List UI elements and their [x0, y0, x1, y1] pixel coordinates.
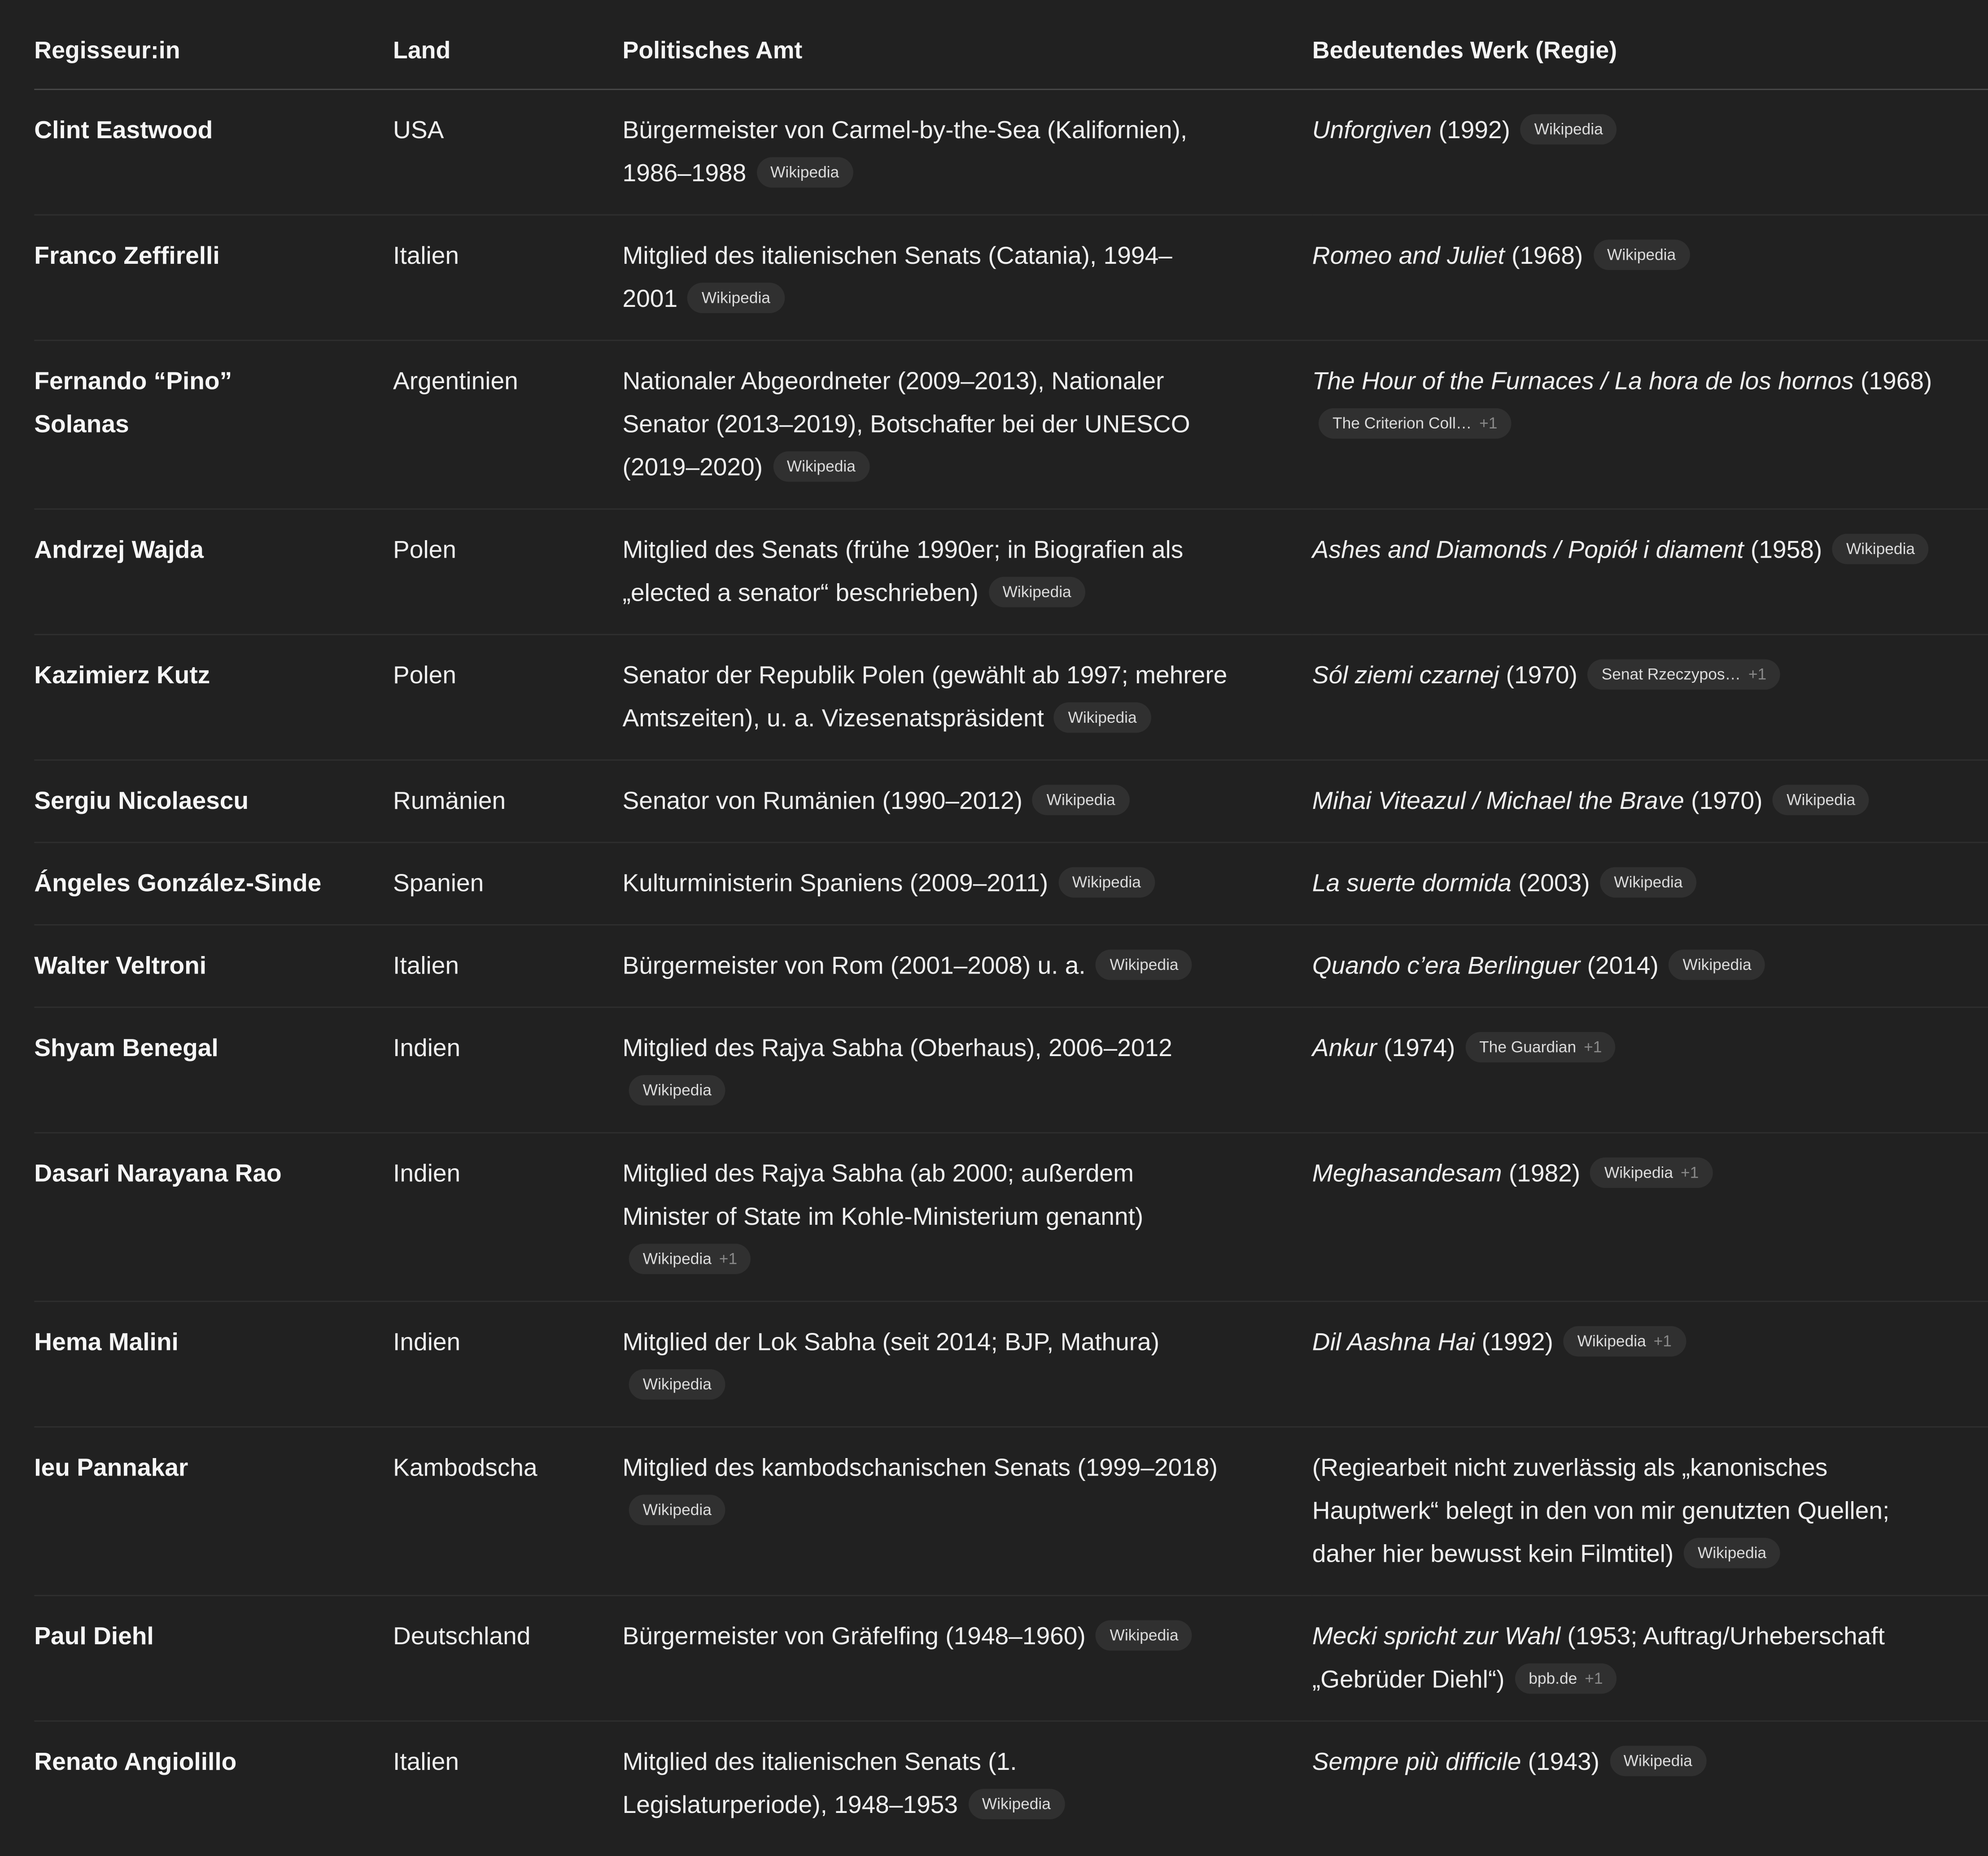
notable-work-cell: [1312, 89, 1988, 215]
political-office-text: Mitglied des Senats (frühe 1990er; in Biografien als: [622, 536, 1184, 564]
political-office-cell: [623, 1301, 1312, 1427]
notable-work-line: [1312, 944, 1988, 987]
source-badge-label: The Criterion Coll…: [1333, 414, 1472, 432]
source-badge-label: Wikipedia: [701, 288, 770, 307]
notable-work-line: [1312, 1446, 1988, 1489]
political-office-cell: [623, 341, 1312, 509]
film-title: The Hour of the Furnaces / La hora de los hornos: [1312, 367, 1854, 396]
notable-work-cell: [1312, 1133, 1988, 1301]
director-name: Hema Malini: [34, 1328, 179, 1357]
director-name-cell: [34, 215, 393, 341]
source-badge[interactable]: [1058, 867, 1155, 897]
film-title: Sól ziemi czarnej: [1312, 662, 1499, 690]
political-office-text: Amtszeiten), u. a. Vizesenatspräsident: [622, 705, 1044, 733]
film-details: „Gebrüder Diehl“): [1312, 1666, 1505, 1694]
column-header-country: Land: [393, 0, 622, 89]
notable-work-cell: [1312, 760, 1988, 843]
directors-politics-table: [34, 0, 1988, 1846]
badge-line: [623, 1364, 1275, 1407]
political-office-text: Mitglied des kambodschanischen Senats (1999–2018): [622, 1454, 1218, 1482]
political-office-cell: [623, 760, 1312, 843]
director-name-cell: [34, 760, 393, 843]
source-badge-label: Wikipedia: [1623, 1751, 1692, 1770]
source-badge-label: Wikipedia: [642, 1501, 712, 1519]
film-details: (1992): [1432, 116, 1510, 145]
political-office-cell: [623, 509, 1312, 635]
film-details: (2014): [1580, 952, 1659, 980]
table-row: [34, 760, 1988, 843]
political-office-cell: [623, 1595, 1312, 1721]
source-badge[interactable]: [968, 1789, 1065, 1819]
badge-line: [623, 1070, 1275, 1113]
director-name-cell: [34, 509, 393, 635]
notable-work-cell: [1312, 925, 1988, 1007]
source-badge-more-count: +1: [1584, 1038, 1602, 1056]
film-details: (1968): [1504, 242, 1583, 270]
political-office-cell: [623, 89, 1312, 215]
director-name: Shyam Benegal: [34, 1034, 218, 1063]
source-badge[interactable]: [1773, 785, 1869, 815]
political-office-cell: [623, 843, 1312, 925]
film-title: Quando c’era Berlinguer: [1312, 952, 1581, 980]
film-details: (1943): [1521, 1748, 1599, 1777]
source-badge-label: Wikipedia: [642, 1249, 712, 1268]
political-office-line: [623, 278, 1275, 321]
table-row: [34, 215, 1988, 341]
source-badge[interactable]: [1515, 1663, 1617, 1694]
film-details: (1958): [1743, 536, 1822, 564]
country-cell: [393, 1595, 622, 1721]
source-badge-label: Wikipedia: [1787, 790, 1856, 809]
film-details: (1970): [1684, 787, 1763, 816]
film-title: Unforgiven: [1312, 116, 1432, 145]
director-name: Paul Diehl: [34, 1623, 154, 1651]
notable-work-line: [1312, 360, 1988, 403]
source-badge[interactable]: [1465, 1032, 1616, 1062]
notable-work-cell: [1312, 1721, 1988, 1846]
source-badge[interactable]: [1832, 533, 1929, 564]
source-badge[interactable]: [629, 1075, 725, 1105]
film-details: daher hier bewusst kein Filmtitel): [1312, 1540, 1674, 1568]
source-badge-label: Wikipedia: [982, 1795, 1051, 1813]
source-badge[interactable]: [1096, 949, 1192, 980]
film-details: (1953; Auftrag/Urheberschaft: [1560, 1623, 1885, 1651]
political-office-text: (2019–2020): [622, 454, 763, 482]
political-office-line: [623, 446, 1275, 489]
film-title: La suerte dormida: [1312, 869, 1512, 898]
director-name-cell: [34, 843, 393, 925]
source-badge[interactable]: [1520, 114, 1617, 144]
political-office-text: Mitglied der Lok Sabha (seit 2014; BJP, Mathura): [622, 1328, 1160, 1357]
notable-work-line: [1312, 1615, 1988, 1658]
table-row: [34, 1301, 1988, 1427]
source-badge-label: Wikipedia: [1604, 1163, 1673, 1182]
political-office-line: [623, 697, 1275, 740]
country-text: Argentinien: [393, 367, 518, 396]
source-badge-label: Wikipedia: [1697, 1544, 1767, 1562]
source-badge-label: Wikipedia: [1046, 790, 1115, 809]
film-details: (1974): [1376, 1034, 1455, 1063]
political-office-line: [623, 152, 1275, 195]
film-title: Meghasandesam: [1312, 1160, 1502, 1188]
political-office-text: Senator der Republik Polen (gewählt ab 1997; mehrere: [622, 662, 1228, 690]
political-office-text: Senator (2013–2019), Botschafter bei der UNESCO: [622, 411, 1190, 439]
table-row: [34, 341, 1988, 509]
country-cell: [393, 1007, 622, 1133]
director-name: Sergiu Nicolaescu: [34, 787, 249, 816]
country-cell: [393, 1427, 622, 1596]
source-badge-label: Wikipedia: [1577, 1332, 1646, 1350]
source-badge[interactable]: [773, 451, 869, 482]
film-title: Mihai Viteazul / Michael the Brave: [1312, 787, 1684, 816]
table-row: [34, 634, 1988, 760]
column-header-political-office: Politisches Amt: [623, 0, 1312, 89]
notable-work-cell: [1312, 634, 1988, 760]
director-name-cell: [34, 1595, 393, 1721]
notable-work-line: [1312, 1489, 1988, 1533]
source-badge[interactable]: [1563, 1326, 1686, 1356]
source-badge-label: bpb.de: [1529, 1669, 1577, 1687]
country-text: Kambodscha: [393, 1454, 537, 1482]
political-office-text: Minister of State im Kohle-Ministerium genannt): [622, 1203, 1144, 1231]
source-badge[interactable]: [1590, 1157, 1713, 1188]
film-details: (Regiearbeit nicht zuverlässig als „kanonisches: [1312, 1454, 1828, 1482]
director-name-cell: [34, 1301, 393, 1427]
table-row: [34, 843, 1988, 925]
table-row: [34, 1133, 1988, 1301]
source-badge-label: Senat Rzeczypos…: [1601, 665, 1741, 683]
notable-work-cell: [1312, 1007, 1988, 1133]
political-office-cell: [623, 1133, 1312, 1301]
table-row: [34, 1595, 1988, 1721]
table-row: [34, 1721, 1988, 1846]
political-office-line: [623, 944, 1275, 987]
notable-work-line: [1312, 654, 1988, 697]
country-text: Italien: [393, 952, 459, 980]
political-office-cell: [623, 634, 1312, 760]
source-badge-label: Wikipedia: [642, 1081, 712, 1099]
source-badge-label: Wikipedia: [1614, 873, 1683, 891]
source-badge-more-count: +1: [1748, 665, 1767, 683]
director-name-cell: [34, 341, 393, 509]
political-office-line: [623, 1615, 1275, 1658]
director-name: Solanas: [34, 411, 129, 439]
political-office-text: Kulturministerin Spaniens (2009–2011): [622, 869, 1049, 898]
country-text: Indien: [393, 1034, 461, 1063]
country-cell: [393, 1133, 622, 1301]
notable-work-cell: [1312, 341, 1988, 509]
source-badge[interactable]: [1319, 408, 1512, 438]
source-badge[interactable]: [629, 1244, 752, 1274]
notable-work-line: [1312, 235, 1988, 278]
notable-work-line: [1312, 862, 1988, 905]
country-text: Indien: [393, 1160, 461, 1188]
source-badge[interactable]: [1096, 1620, 1192, 1651]
political-office-text: Mitglied des Rajya Sabha (Oberhaus), 2006–2012: [622, 1034, 1172, 1063]
table-row: [34, 925, 1988, 1007]
director-name: Andrzej Wajda: [34, 536, 204, 564]
country-cell: [393, 925, 622, 1007]
source-badge-label: Wikipedia: [1534, 120, 1603, 138]
notable-work-line: [1312, 780, 1988, 823]
source-badge-more-count: +1: [1585, 1669, 1603, 1687]
source-badge-label: Wikipedia: [1110, 956, 1179, 974]
political-office-text: Mitglied des italienischen Senats (1.: [622, 1748, 1017, 1777]
notable-work-line: [1312, 1658, 1988, 1701]
director-name: Franco Zeffirelli: [34, 242, 220, 270]
notable-work-cell: [1312, 1595, 1988, 1721]
source-badge-more-count: +1: [719, 1249, 738, 1268]
source-badge[interactable]: [1684, 1537, 1780, 1568]
country-text: Polen: [393, 536, 456, 564]
source-badge[interactable]: [688, 283, 784, 313]
political-office-line: [623, 1784, 1275, 1827]
notable-work-cell: [1312, 843, 1988, 925]
source-badge-more-count: +1: [1680, 1163, 1699, 1182]
political-office-line: [623, 780, 1275, 823]
political-office-line: [623, 572, 1275, 615]
director-name: Fernando “Pino”: [34, 367, 232, 396]
table-row: [34, 1007, 1988, 1133]
source-badge[interactable]: [1610, 1746, 1706, 1776]
political-office-text: Senator von Rumänien (1990–2012): [622, 787, 1022, 816]
source-badge-label: Wikipedia: [1846, 540, 1915, 558]
director-name: Kazimierz Kutz: [34, 662, 210, 690]
film-details: Hauptwerk“ belegt in den von mir genutzten Quellen;: [1312, 1497, 1890, 1525]
political-office-text: 1986–1988: [622, 160, 747, 188]
country-text: Italien: [393, 242, 459, 270]
source-badge-label: Wikipedia: [642, 1375, 712, 1393]
country-cell: [393, 760, 622, 843]
badge-line: [623, 1239, 1275, 1282]
country-cell: [393, 509, 622, 635]
director-name-cell: [34, 89, 393, 215]
film-title: Sempre più difficile: [1312, 1748, 1521, 1777]
notable-work-line: [1312, 1321, 1988, 1364]
country-cell: [393, 843, 622, 925]
country-text: Polen: [393, 662, 456, 690]
notable-work-cell: [1312, 1427, 1988, 1596]
source-badge[interactable]: [1669, 949, 1765, 980]
country-cell: [393, 341, 622, 509]
notable-work-line: [1312, 1153, 1988, 1196]
column-header-notable-work: Bedeutendes Werk (Regie): [1312, 0, 1988, 89]
source-badge[interactable]: [629, 1369, 725, 1400]
director-name: Walter Veltroni: [34, 952, 207, 980]
notable-work-line: [1312, 1533, 1988, 1576]
badge-line: [1312, 403, 1988, 446]
source-badge-label: Wikipedia: [1110, 1626, 1179, 1644]
director-name-cell: [34, 1133, 393, 1301]
political-office-text: Nationaler Abgeordneter (2009–2013), Nationaler: [622, 367, 1164, 396]
source-badge-label: Wikipedia: [1072, 873, 1141, 891]
film-title: Romeo and Juliet: [1312, 242, 1505, 270]
source-badge[interactable]: [1600, 867, 1696, 897]
source-badge[interactable]: [1033, 785, 1129, 815]
political-office-cell: [623, 1007, 1312, 1133]
director-name-cell: [34, 1721, 393, 1846]
notable-work-line: [1312, 528, 1988, 572]
column-header-director: Regisseur:in: [34, 0, 393, 89]
political-office-cell: [623, 925, 1312, 1007]
film-details: (1982): [1502, 1160, 1581, 1188]
source-badge[interactable]: [1588, 659, 1781, 690]
source-badge-label: Wikipedia: [786, 457, 856, 476]
country-cell: [393, 1721, 622, 1846]
notable-work-cell: [1312, 215, 1988, 341]
country-cell: [393, 1301, 622, 1427]
political-office-text: Bürgermeister von Carmel-by-the-Sea (Kalifornien),: [622, 116, 1188, 145]
political-office-text: Legislaturperiode), 1948–1953: [622, 1791, 958, 1820]
country-cell: [393, 215, 622, 341]
table-row: [34, 509, 1988, 635]
country-text: Italien: [393, 1748, 459, 1777]
director-name-cell: [34, 634, 393, 760]
source-badge[interactable]: [988, 576, 1085, 607]
political-office-cell: [623, 1427, 1312, 1596]
badge-line: [623, 1489, 1275, 1533]
film-details: (2003): [1511, 869, 1590, 898]
notable-work-line: [1312, 1027, 1988, 1070]
country-text: Rumänien: [393, 787, 506, 816]
film-title: Ashes and Diamonds / Popiół i diament: [1312, 536, 1744, 564]
political-office-line: [623, 862, 1275, 905]
director-name: Ieu Pannakar: [34, 1454, 188, 1482]
country-text: Spanien: [393, 869, 484, 898]
notable-work-line: [1312, 109, 1988, 152]
country-cell: [393, 89, 622, 215]
notable-work-cell: [1312, 509, 1988, 635]
country-text: Indien: [393, 1328, 461, 1357]
source-badge[interactable]: [756, 157, 853, 188]
director-name-cell: [34, 1427, 393, 1596]
source-badge-label: Wikipedia: [1002, 583, 1071, 601]
political-office-cell: [623, 1721, 1312, 1846]
political-office-text: Mitglied des italienischen Senats (Catania), 1994–: [622, 242, 1172, 270]
director-name: Dasari Narayana Rao: [34, 1160, 282, 1188]
source-badge-label: Wikipedia: [1607, 245, 1676, 264]
film-details: (1970): [1499, 662, 1577, 690]
political-office-text: Mitglied des Rajya Sabha (ab 2000; außerdem: [622, 1160, 1134, 1188]
country-cell: [393, 634, 622, 760]
source-badge[interactable]: [1054, 702, 1150, 733]
political-office-text: Bürgermeister von Rom (2001–2008) u. a.: [622, 952, 1086, 980]
table-header-row: [34, 0, 1988, 89]
political-office-text: „elected a senator“ beschrieben): [622, 579, 979, 607]
source-badge-label: Wikipedia: [770, 163, 839, 181]
country-text: Deutschland: [393, 1623, 531, 1651]
notable-work-cell: [1312, 1301, 1988, 1427]
director-name-cell: [34, 925, 393, 1007]
source-badge-label: Wikipedia: [1068, 708, 1137, 726]
table-row: [34, 1427, 1988, 1596]
film-details: (1992): [1475, 1328, 1553, 1357]
notable-work-line: [1312, 1741, 1988, 1784]
director-name-cell: [34, 1007, 393, 1133]
source-badge-more-count: +1: [1653, 1332, 1672, 1350]
director-name: Ángeles González-Sinde: [34, 869, 322, 898]
film-details: (1968): [1853, 367, 1932, 396]
director-name: Renato Angiolillo: [34, 1748, 237, 1777]
director-name: Clint Eastwood: [34, 116, 213, 145]
film-title: Dil Aashna Hai: [1312, 1328, 1475, 1357]
source-badge[interactable]: [1593, 240, 1690, 270]
film-title: Ankur: [1312, 1034, 1377, 1063]
film-title: Mecki spricht zur Wahl: [1312, 1623, 1561, 1651]
political-office-text: Bürgermeister von Gräfelfing (1948–1960): [622, 1623, 1086, 1651]
source-badge-label: Wikipedia: [1682, 956, 1752, 974]
source-badge[interactable]: [629, 1494, 725, 1525]
source-badge-label: The Guardian: [1479, 1038, 1577, 1056]
table-row: [34, 89, 1988, 215]
country-text: USA: [393, 116, 444, 145]
source-badge-more-count: +1: [1479, 414, 1498, 432]
table-body: [34, 89, 1988, 1846]
political-office-text: 2001: [622, 285, 678, 313]
political-office-cell: [623, 215, 1312, 341]
